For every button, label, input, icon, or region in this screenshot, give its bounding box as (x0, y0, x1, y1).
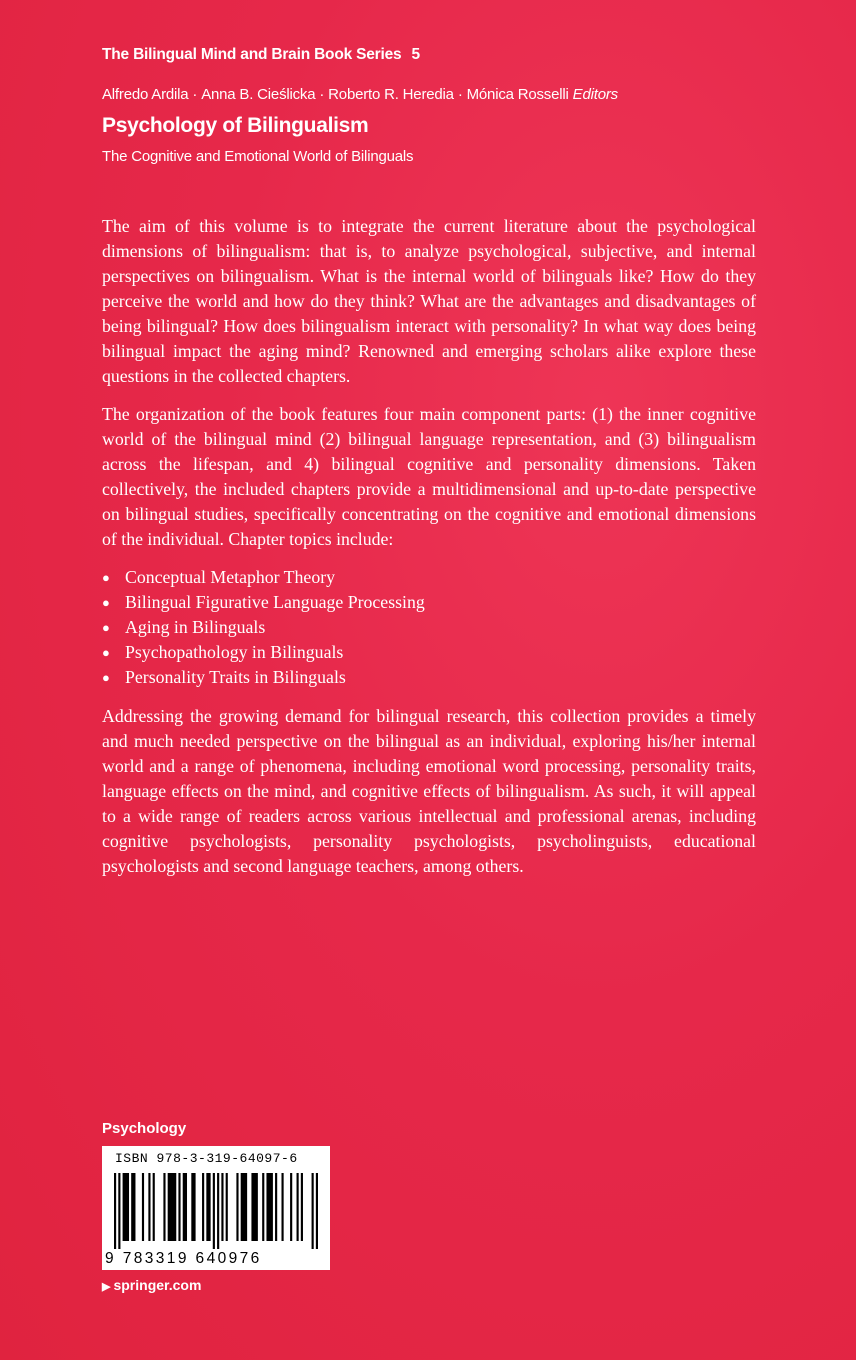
barcode-bar (301, 1173, 303, 1241)
ean-digits: 9 783319 640976 (105, 1250, 262, 1267)
barcode-bar (297, 1173, 299, 1241)
barcode-bar (236, 1173, 238, 1241)
editor-name: Roberto R. Heredia (328, 86, 454, 103)
subject-category: Psychology (102, 1120, 187, 1137)
isbn-barcode (102, 1146, 330, 1270)
bullet-icon: ● (102, 620, 110, 635)
publisher-link[interactable] (102, 1277, 201, 1293)
barcode-bars (114, 1173, 318, 1249)
barcode-bar (131, 1173, 135, 1241)
topic-item: ● Psychopathology in Bilinguals (102, 640, 756, 665)
barcode-bar (206, 1173, 210, 1241)
description-paragraph: The aim of this volume is to integrate the current literature about the psychological dimensions of bilingualism: that is, to analyze psychological, subjective, and internal perspectives on bilingualism. What is the internal world of bilinguals like? How do they perceive the world and how do they think? What are the advantages and disadvantages of being bilingual? How does bilingualism interact with personality? In what way does being bilingual impact the aging mind? Renowned and emerging scholars alike explore these questions in the collected chapters. (102, 216, 756, 386)
barcode-bar (178, 1173, 180, 1241)
barcode-bar (168, 1173, 177, 1241)
editor-separator: · (319, 86, 325, 103)
editor-separator: · (192, 86, 198, 103)
book-subtitle: The Cognitive and Emotional World of Bilinguals (102, 148, 414, 165)
arrow-right-icon: ▶ (102, 1281, 111, 1293)
barcode-bar (148, 1173, 150, 1241)
bullet-icon: ● (102, 645, 110, 660)
barcode-bar (191, 1173, 195, 1241)
topic-item: ● Personality Traits in Bilinguals (102, 665, 756, 690)
barcode-bar (118, 1173, 120, 1249)
topic-item: ● Aging in Bilinguals (102, 615, 756, 640)
editor-name: Alfredo Ardila (102, 86, 189, 103)
barcode-bar (266, 1173, 272, 1241)
barcode-bar (217, 1173, 219, 1249)
description (102, 214, 756, 892)
book-title: Psychology of Bilingualism (102, 114, 369, 137)
barcode-bar (241, 1173, 247, 1241)
editors-line (102, 86, 618, 103)
barcode-bar (142, 1173, 144, 1241)
topic-item: ● Bilingual Figurative Language Processing (102, 590, 756, 615)
barcode-bar (226, 1173, 228, 1241)
description-paragraph: Addressing the growing demand for bilingual research, this collection provides a timely and much needed perspective on the bilingual as an individual, exploring his/her internal world and a range of phenomena, including emotional word processing, personality traits, language effects on the mind, and cognitive effects of bilingualism. As such, it will appeal to a wide range of readers across various intellectual and professional arenas, including cognitive psychologists, personality psychologists, psycholinguists, educational psychologists and second language teachers, among others. (102, 706, 756, 876)
publisher-url: springer.com (113, 1277, 202, 1293)
bullet-icon: ● (102, 670, 110, 685)
bullet-icon: ● (102, 595, 110, 610)
editor-separator: · (457, 86, 463, 103)
barcode-bar (202, 1173, 204, 1241)
barcode-bar (114, 1173, 116, 1249)
barcode-bar (123, 1173, 129, 1241)
series-number: 5 (411, 46, 420, 63)
barcode-bar (290, 1173, 292, 1241)
barcode-bar (281, 1173, 283, 1241)
barcode-bar (153, 1173, 155, 1241)
barcode-bar (275, 1173, 277, 1241)
editor-name: Mónica Rosselli (466, 86, 569, 103)
barcode-bar (316, 1173, 318, 1249)
series-name: The Bilingual Mind and Brain Book Series (102, 46, 402, 63)
barcode-bar (221, 1173, 223, 1241)
barcode-bar (312, 1173, 314, 1249)
editor-name: Anna B. Cieślicka (201, 86, 316, 103)
barcode-bar (163, 1173, 165, 1241)
topic-list (102, 565, 756, 690)
topic-item: ● Conceptual Metaphor Theory (102, 565, 756, 590)
barcode-bar (262, 1173, 264, 1241)
barcode-bar (213, 1173, 215, 1249)
editors-role: Editors (572, 86, 618, 103)
bullet-icon: ● (102, 570, 110, 585)
barcode-bar (251, 1173, 257, 1241)
barcode-bar (183, 1173, 187, 1241)
series-line (102, 46, 420, 64)
description-paragraph: The organization of the book features four main component parts: (1) the inner cognitive world of the bilingual mind (2) bilingual language representation, and (3) bilingualism across the lifespan, and 4) bilingual cognitive and personality dimensions. Taken collectively, the included chapters provide a multidimensional and up-to-date perspective on bilingual studies, specifically concentrating on the cognitive and emotional dimensions of the individual. Chapter topics include: (102, 404, 756, 549)
isbn-label: ISBN 978-3-319-64097-6 (115, 1151, 298, 1166)
